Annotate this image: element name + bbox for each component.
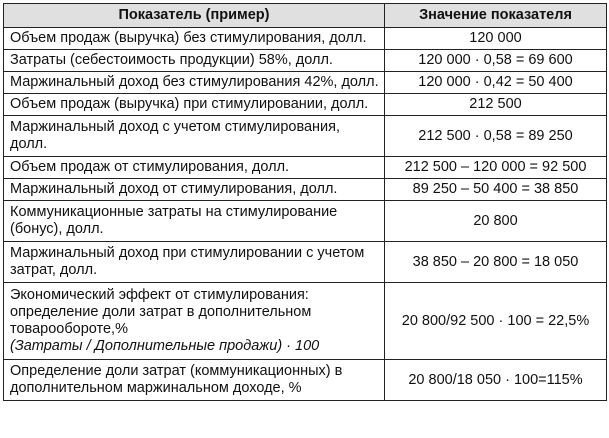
table-row [4, 94, 607, 116]
row-value: 20 800 [385, 201, 607, 242]
row-name: Маржинальный доход без стимулирования 42%, долл. [4, 72, 385, 94]
header-indicator: Показатель (пример) [4, 4, 385, 28]
table-row [4, 179, 607, 201]
row-name: Маржинальный доход от стимулирования, долл. [4, 179, 385, 201]
row-name: Затраты (себестоимость продукции) 58%, долл. [4, 50, 385, 72]
row-value: 212 500 [385, 94, 607, 116]
row-name: Объем продаж от стимулирования, долл. [4, 157, 385, 179]
row-name: Объем продаж (выручка) без стимулирования, долл. [4, 28, 385, 50]
row-name: Маржинальный доход при стимулировании с учетом затрат, долл. [4, 242, 385, 283]
row-name: Экономический эффект от стимулирования: определение доли затрат в дополнительном товарообороте,% [10, 287, 312, 337]
row-value: 212 500 · 0,58 = 89 250 [385, 116, 607, 157]
row-name: Маржинальный доход с учетом стимулирования, долл. [4, 116, 385, 157]
table-row [4, 50, 607, 72]
header-value: Значение показателя [385, 4, 607, 28]
row-value: 20 800/18 050 · 100=115% [385, 360, 607, 401]
row-name: Определение доли затрат (коммуникационных) в дополнительном маржинальном доходе, % [4, 360, 385, 401]
table-row [4, 360, 607, 401]
table-row [4, 72, 607, 94]
row-name: Объем продаж (выручка) при стимулировании, долл. [4, 94, 385, 116]
table-row [4, 201, 607, 242]
row-name: Коммуникационные затраты на стимулирование (бонус), долл. [4, 201, 385, 242]
table-row [4, 283, 607, 360]
row-name-cell [4, 283, 385, 360]
row-formula: (Затраты / Дополнительные продажи) · 100 [10, 338, 320, 354]
row-value: 89 250 – 50 400 = 38 850 [385, 179, 607, 201]
table-row [4, 157, 607, 179]
row-value: 120 000 [385, 28, 607, 50]
table-header-row [4, 4, 607, 28]
row-value: 120 000 · 0,58 = 69 600 [385, 50, 607, 72]
table-row [4, 116, 607, 157]
row-value: 38 850 – 20 800 = 18 050 [385, 242, 607, 283]
table-row [4, 242, 607, 283]
row-value: 20 800/92 500 · 100 = 22,5% [385, 283, 607, 360]
metrics-table [3, 3, 607, 401]
row-value: 212 500 – 120 000 = 92 500 [385, 157, 607, 179]
table-row [4, 28, 607, 50]
row-value: 120 000 · 0,42 = 50 400 [385, 72, 607, 94]
